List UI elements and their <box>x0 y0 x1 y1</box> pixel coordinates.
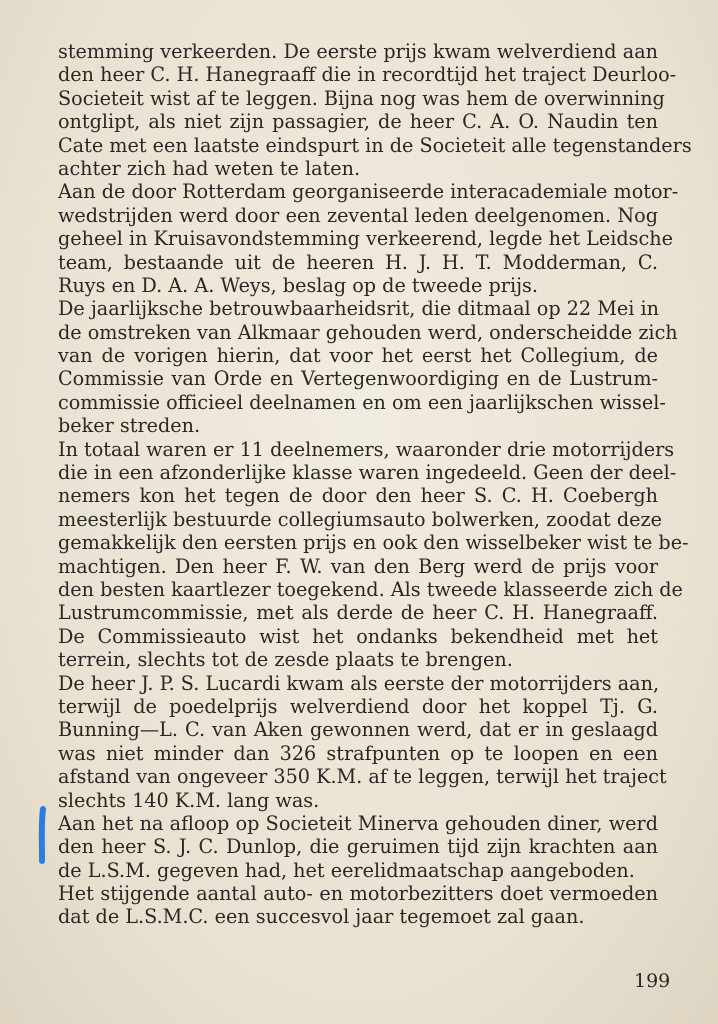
text-line: was niet minder dan 326 strafpunten op te loopen en een <box>58 741 658 765</box>
text-line: team, bestaande uit de heeren H. J. H. T. Modderman, C. <box>58 250 658 274</box>
paragraph-dinner <box>58 812 658 882</box>
text-line: die in een afzonderlijke klasse waren ingedeeld. Geen der deel- <box>58 461 677 485</box>
text-line: van de vorigen hierin, dat voor het eerst het Collegium, de <box>58 344 658 368</box>
text-line: den heer S. J. C. Dunlop, die geruimen tijd zijn krachten aan <box>58 835 658 859</box>
text-line: In totaal waren er 11 deelnemers, waaronder drie motorrijders <box>58 437 675 461</box>
text-line: Aan het na afloop op Societeit Minerva gehouden diner, werd <box>58 811 658 835</box>
text-line: achter zich had weten te laten. <box>58 156 361 180</box>
text-line: stemming verkeerden. De eerste prijs kwam welverdiend aan <box>58 40 658 63</box>
text-line: den besten kaartlezer toegekend. Als tweede klasseerde zich de <box>58 577 683 601</box>
paragraph-interacademic-races <box>58 180 679 297</box>
text-line: commissie officieel deelnamen en om een jaarlijkschen wissel- <box>58 390 666 414</box>
text-line: wedstrijden werd door een zevental leden deelgenomen. Nog <box>58 203 658 227</box>
text-line: gemakkelijk den eersten prijs en ook den wisselbeker wist te be- <box>58 531 689 555</box>
text-line: den heer C. H. Hanegraaff die in recordtijd het traject Deurloo- <box>58 63 677 87</box>
text-line: terrein, slechts tot de zesde plaats te brengen. <box>58 648 513 672</box>
text-line: Het stijgende aantal auto- en motorbezitters doet vermoeden <box>58 882 658 906</box>
body-text <box>58 40 692 929</box>
text-line: de omstreken van Alkmaar gehouden werd, onderscheidde zich <box>58 320 678 344</box>
paragraph-outlook <box>58 882 658 929</box>
text-line: slechts 140 K.M. lang was. <box>58 788 320 812</box>
text-line: Lustrumcommissie, met als derde de heer C. H. Hanegraaff. <box>58 601 658 625</box>
text-line: dat de L.S.M.C. een succesvol jaar tegemoet zal gaan. <box>58 905 585 929</box>
text-line: de L.S.M. gegeven had, het eerelidmaatschap aangeboden. <box>58 858 635 882</box>
paragraph-reliability-ride <box>58 297 678 438</box>
paragraph-participants <box>58 437 689 672</box>
paragraph-motorcyclists <box>58 671 667 812</box>
text-line: Ruys en D. A. A. Weys, beslag op de tweede prijs. <box>58 273 538 297</box>
text-line: beker streden. <box>58 414 201 438</box>
text-line: terwijl de poedelprijs welverdiend door het koppel Tj. G. <box>58 694 658 718</box>
text-line: geheel in Kruisavondstemming verkeerend, legde het Leidsche <box>58 227 673 251</box>
paragraph-prize-result <box>58 40 692 180</box>
text-line: De heer J. P. S. Lucardi kwam als eerste der motorrijders aan, <box>58 671 660 695</box>
text-line: afstand van ongeveer 350 K.M. af te leggen, terwijl het traject <box>58 765 667 789</box>
text-line: Cate met een laatste eindspurt in de Societeit alle tegenstanders <box>58 133 692 157</box>
text-line: De Commissieauto wist het ondanks bekendheid met het <box>58 624 658 648</box>
blue-pen-mark <box>34 805 52 865</box>
text-line: Societeit wist af te leggen. Bijna nog was hem de overwinning <box>58 86 665 110</box>
text-line: ontglipt, als niet zijn passagier, de heer C. A. O. Naudin ten <box>58 110 658 134</box>
text-line: De jaarlijksche betrouwbaarheidsrit, die ditmaal op 22 Mei in <box>58 297 659 321</box>
text-line: Commissie van Orde en Vertegenwoordiging en de Lustrum- <box>58 367 658 391</box>
text-line: Aan de door Rotterdam georganiseerde interacademiale motor- <box>58 180 679 204</box>
page-number: 199 <box>634 970 671 992</box>
text-line: nemers kon het tegen de door den heer S. C. H. Coebergh <box>58 484 658 508</box>
text-line: meesterlijk bestuurde collegiumsauto bolwerken, zoodat deze <box>58 507 662 531</box>
text-line: machtigen. Den heer F. W. van den Berg werd de prijs voor <box>58 554 658 578</box>
text-line: Bunning—L. C. van Aken gewonnen werd, dat er in geslaagd <box>58 718 658 742</box>
